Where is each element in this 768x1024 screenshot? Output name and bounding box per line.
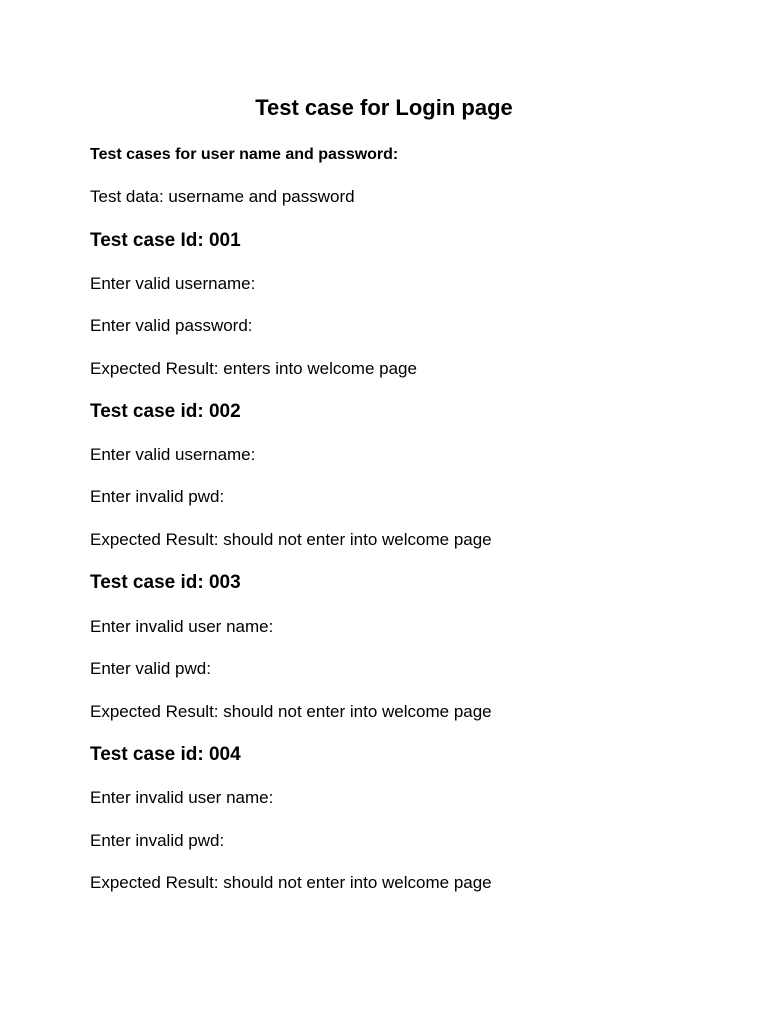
page-title: Test case for Login page [255,95,513,120]
test-case-step: Enter invalid pwd: [90,831,225,850]
test-case-expected-result: Expected Result: should not enter into welcome page [90,873,492,892]
test-case-step: Enter valid username: [90,274,256,293]
test-case-step: Enter invalid user name: [90,788,274,807]
test-case-heading: Test case id: 004 [90,744,241,765]
test-case-step: Enter valid pwd: [90,659,211,678]
test-case-step: Enter invalid user name: [90,617,274,636]
test-case-expected-result: Expected Result: should not enter into welcome page [90,702,492,721]
test-case-heading: Test case id: 003 [90,572,241,593]
test-case-step: Enter invalid pwd: [90,487,225,506]
test-case-expected-result: Expected Result: enters into welcome page [90,359,417,378]
section-subheading: Test cases for user name and password: [90,146,399,163]
test-case-step: Enter valid password: [90,316,253,335]
test-case-heading: Test case Id: 001 [90,230,241,251]
test-case-expected-result: Expected Result: should not enter into welcome page [90,530,492,549]
test-case-step: Enter valid username: [90,445,256,464]
test-data-line: Test data: username and password [90,187,355,206]
test-case-heading: Test case id: 002 [90,401,241,422]
